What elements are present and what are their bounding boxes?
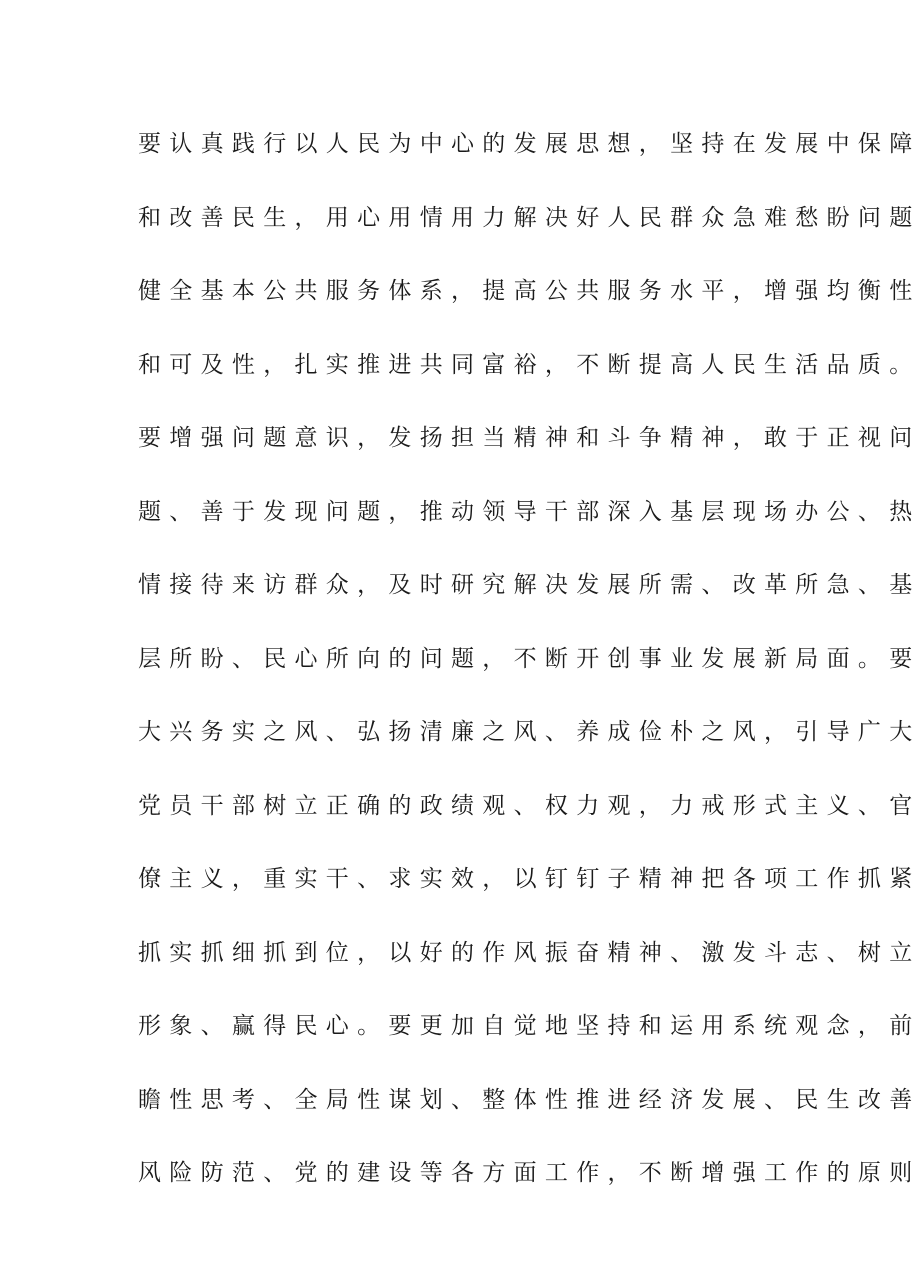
text-line: 抓实抓细抓到位，以好的作风振奋精神、激发斗志、树立	[138, 939, 921, 966]
text-line: 风险防范、党的建设等各方面工作，不断增强工作的原则	[138, 1160, 921, 1186]
text-line: 情接待来访群众，及时研究解决发展所需、改革所急、基	[138, 572, 921, 598]
text-line: 大兴务实之风、弘扬清廉之风、养成俭朴之风，引导广大	[138, 719, 921, 745]
text-line: 健全基本公共服务体系，提高公共服务水平，增强均衡性	[138, 278, 921, 304]
text-line: 题、善于发现问题，推动领导干部深入基层现场办公、热	[138, 498, 921, 525]
text-line: 要认真践行以人民为中心的发展思想，坚持在发展中保障	[138, 131, 921, 157]
text-line: 和改善民生，用心用情用力解决好人民群众急难愁盼问题	[138, 204, 921, 231]
text-line: 瞻性思考、全局性谋划、整体性推进经济发展、民生改善	[138, 1086, 921, 1113]
text-line: 要增强问题意识，发扬担当精神和斗争精神，敢于正视问	[138, 425, 921, 451]
text-line: 形象、赢得民心。要更加自觉地坚持和运用系统观念，前	[138, 1013, 921, 1039]
text-line: 僚主义，重实干、求实效，以钉钉子精神把各项工作抓紧	[138, 866, 921, 892]
text-line: 和可及性，扎实推进共同富裕，不断提高人民生活品质。	[138, 351, 921, 378]
body-text	[138, 121, 921, 1224]
text-line: 党员干部树立正确的政绩观、权力观，力戒形式主义、官	[138, 792, 921, 819]
text-line: 层所盼、民心所向的问题，不断开创事业发展新局面。要	[138, 645, 921, 672]
